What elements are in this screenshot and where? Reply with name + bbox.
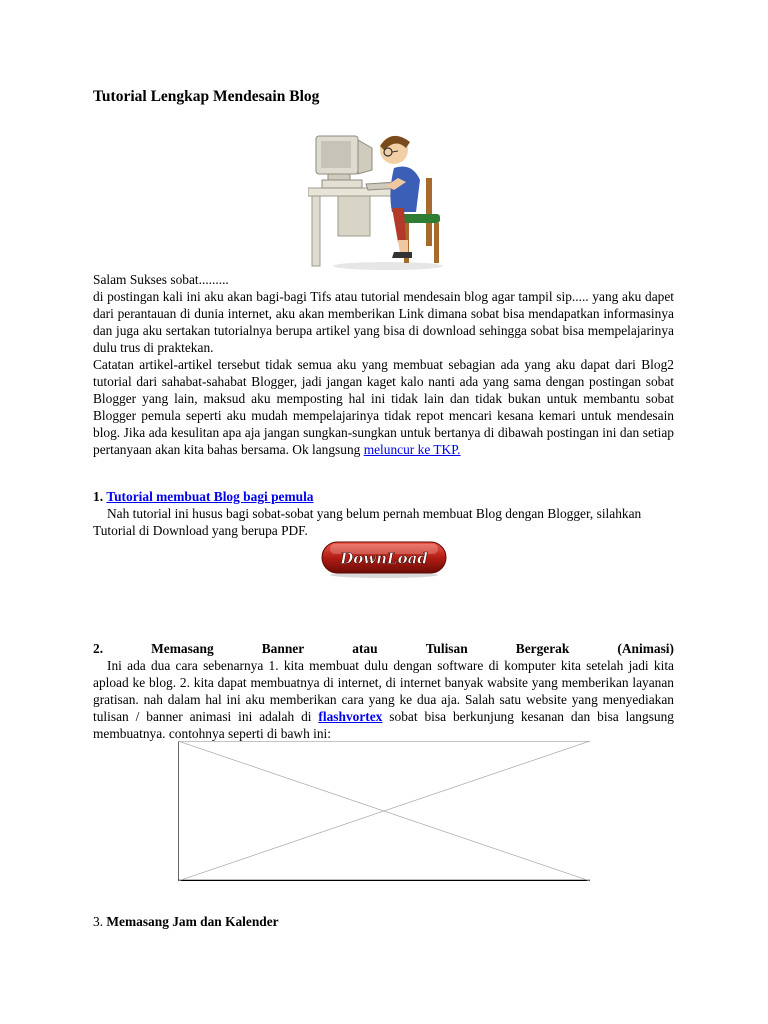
greeting-text: Salam Sukses sobat......... xyxy=(93,272,229,287)
flashvortex-link[interactable]: flashvortex xyxy=(318,709,383,724)
download-button[interactable] xyxy=(320,540,448,578)
tkp-link[interactable]: meluncur ke TKP. xyxy=(363,442,461,457)
section-2-heading-word: (Animasi) xyxy=(617,641,674,656)
intro-paragraph-2 xyxy=(93,356,674,458)
intro-paragraph-2-text: Catatan artikel-artikel tersebut tidak semua aku yang membuat sebagian ada yang aku dapat dari Blog2 tutorial dari sahabat-sahabat Blogger, jadi jangan kaget kalo nanti ada yang sama dengan postingan sobat Blogger yang lain, maksud aku memposting hal ini tidak lain dan tidak bukan untuk membantu sobat Blogger pemula seperti aku mudah mempelajarinya tidak repot mencari kesana kemari untuk mendesain blog. Jika ada kesulitan apa aja jangan sungkan-sungkan untuk bertanya di dibawah postingan ini dan setiap pertanyaan akan kita bahas bersama. Ok langsung xyxy=(93,357,674,457)
section-2-heading-word: Banner xyxy=(261,641,305,656)
section-3-heading xyxy=(93,913,674,930)
intro-section xyxy=(93,271,674,458)
section-3 xyxy=(93,913,674,930)
section-2-heading-word: atau xyxy=(352,641,378,656)
section-1 xyxy=(93,488,674,539)
section-2-heading-word: Memasang xyxy=(151,641,214,656)
section-1-heading xyxy=(93,488,674,505)
page-title: Tutorial Lengkap Mendesain Blog xyxy=(93,88,320,105)
intro-paragraph-1: di postingan kali ini aku akan bagi-bagi Tifs atau tutorial mendesain blog agar tampil sip..... yang aku dapet dari perantauan di dunia internet, aku akan memberikan Link dimana sobat bisa mendapatkan informasinya dan juga aku sertakan tutorialnya berupa artikel yang bisa di download sehingga sobat bisa mempelajarinya dulu trus di praktekan. xyxy=(93,289,674,355)
section-2-text-after: sobat bisa berkunjung kesanan dan bisa langsung membuatnya. contohnya seperti di bawh ini: xyxy=(93,709,674,741)
person-at-computer-illustration xyxy=(308,122,458,272)
section-2 xyxy=(93,640,674,742)
section-2-heading xyxy=(93,640,674,657)
section-2-heading-word: 2. xyxy=(93,641,104,656)
download-button-image xyxy=(320,540,448,578)
section-1-text: Nah tutorial ini husus bagi sobat-sobat yang belum pernah membuat Blog dengan Blogger, silahkan Tutorial di Download yang berupa PDF. xyxy=(93,506,642,538)
section-2-heading-word: Tulisan xyxy=(425,641,468,656)
section-2-text-before: Ini ada dua cara sebenarnya 1. kita membuat dulu dengan software di komputer kita setelah jadi kita apload ke blog. 2. kita dapat membuatnya di internet, di internet banyak wabsite yang memberikan layanan gratisan. nah dalam hal ini aku memberikan cara yang ke dua aja. Salah satu website yang menyediakan tulisan / banner animasi ini adalah di xyxy=(93,658,674,724)
section-1-number: 1. xyxy=(93,489,104,504)
section-2-text xyxy=(93,657,674,742)
tutorial-blog-pemula-link[interactable]: Tutorial membuat Blog bagi pemula xyxy=(106,489,314,504)
missing-image-placeholder xyxy=(178,741,590,881)
section-2-heading-word: Bergerak xyxy=(515,641,570,656)
download-button-label: DownLoad xyxy=(340,549,428,568)
section-3-title: Memasang Jam dan Kalender xyxy=(106,914,279,929)
section-3-number: 3. xyxy=(93,914,104,929)
